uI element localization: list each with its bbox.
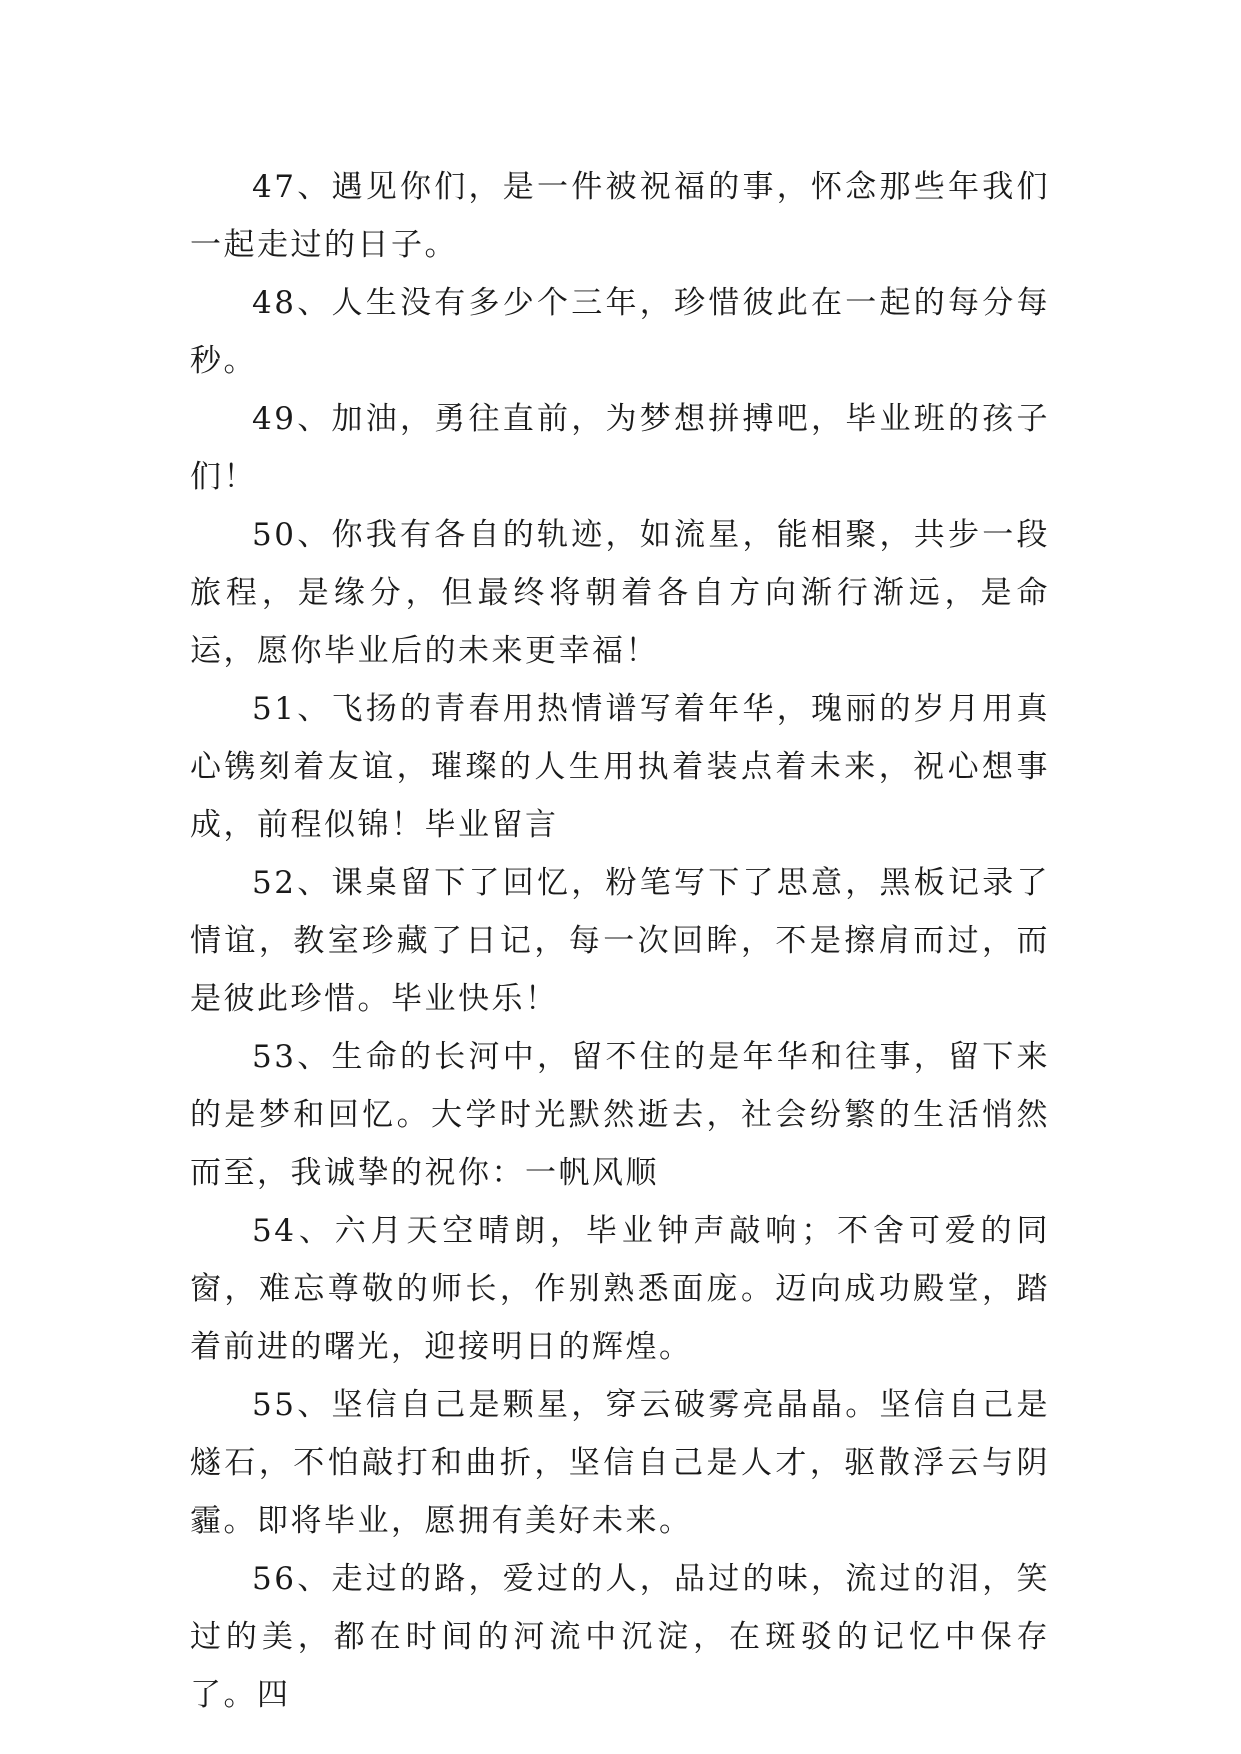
paragraph-56: 56、走过的路，爱过的人，品过的味，流过的泪，笑过的美，都在时间的河流中沉淀，在斑驳的记忆中保存了。四 — [190, 1561, 1050, 1713]
paragraph-54: 54、六月天空晴朗，毕业钟声敲响；不舍可爱的同窗，难忘尊敬的师长，作别熟悉面庞。迈向成功殿堂，踏着前进的曙光，迎接明日的辉煌。 — [190, 1213, 1050, 1365]
paragraph-50: 50、你我有各自的轨迹，如流星，能相聚，共步一段旅程，是缘分，但最终将朝着各自方向渐行渐远，是命运，愿你毕业后的未来更幸福！ — [190, 517, 1050, 669]
paragraph-52: 52、课桌留下了回忆，粉笔写下了思意，黑板记录了情谊，教室珍藏了日记，每一次回眸，不是擦肩而过，而是彼此珍惜。毕业快乐！ — [190, 865, 1050, 1017]
paragraph-55: 55、坚信自己是颗星，穿云破雾亮晶晶。坚信自己是燧石，不怕敲打和曲折，坚信自己是人才，驱散浮云与阴霾。即将毕业，愿拥有美好未来。 — [190, 1387, 1050, 1539]
paragraph-51: 51、飞扬的青春用热情谱写着年华，瑰丽的岁月用真心镌刻着友谊，璀璨的人生用执着装点着未来，祝心想事成，前程似锦！毕业留言 — [190, 691, 1050, 843]
paragraph-49: 49、加油，勇往直前，为梦想拼搏吧，毕业班的孩子们！ — [190, 401, 1050, 495]
paragraph-47: 47、遇见你们，是一件被祝福的事，怀念那些年我们一起走过的日子。 — [190, 169, 1050, 263]
paragraph-53: 53、生命的长河中，留不住的是年华和往事，留下来的是梦和回忆。大学时光默然逝去，社会纷繁的生活悄然而至，我诚挚的祝你：一帆风顺 — [190, 1039, 1050, 1191]
document-body — [190, 158, 1050, 1724]
paragraph-48: 48、人生没有多少个三年，珍惜彼此在一起的每分每秒。 — [190, 285, 1050, 379]
